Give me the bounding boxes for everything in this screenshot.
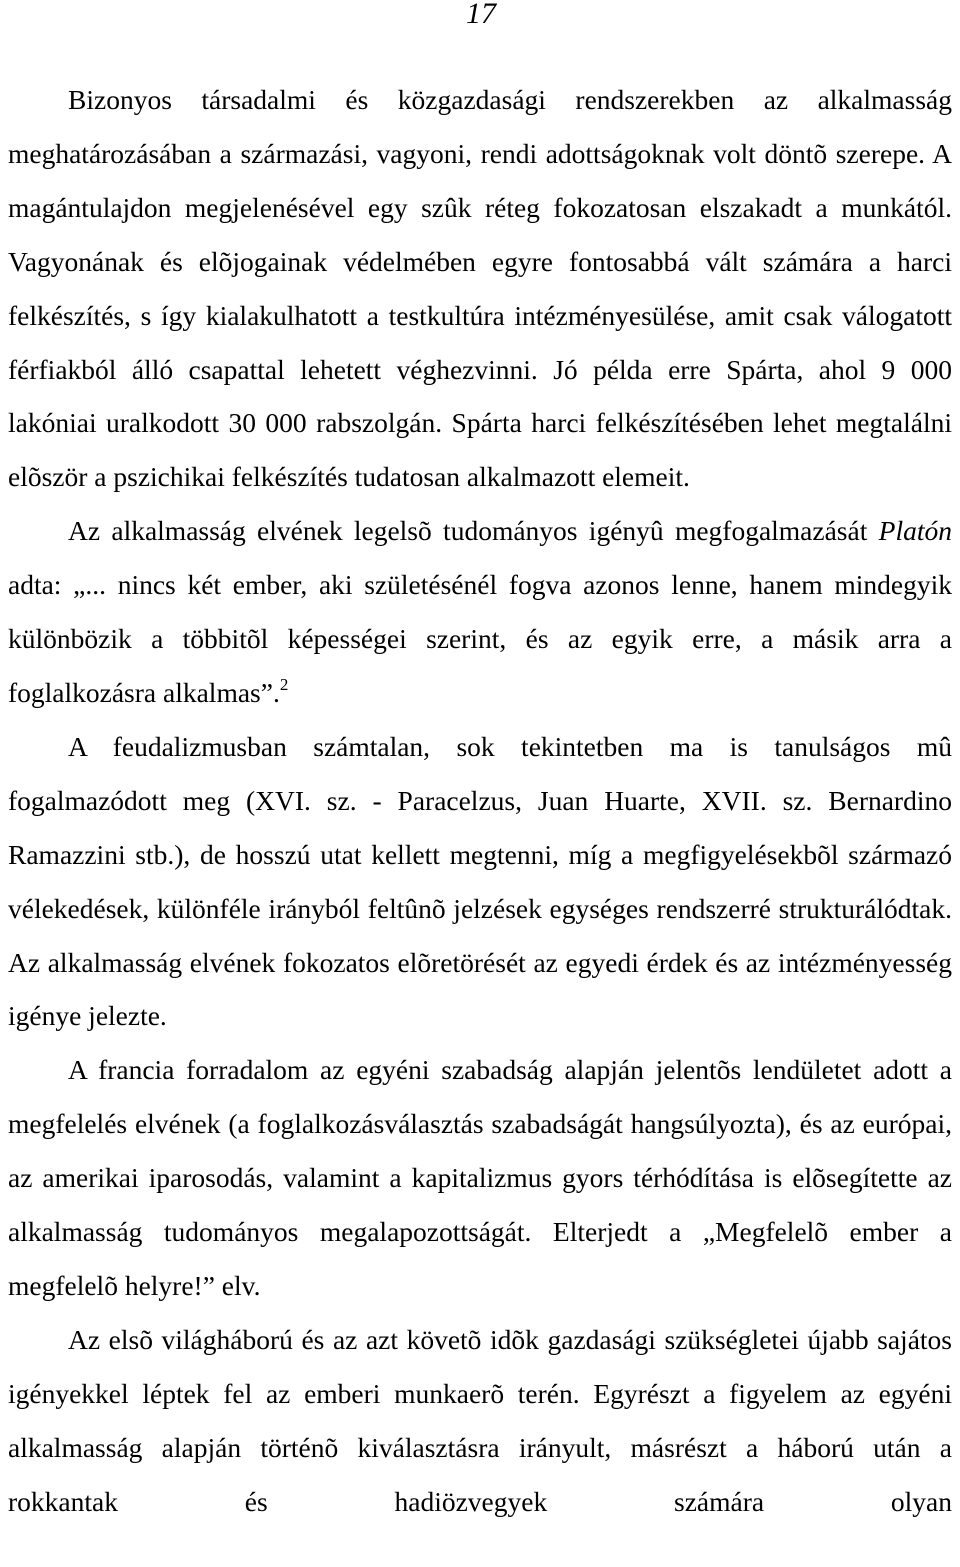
- body-text: [8, 73, 952, 1528]
- paragraph: Bizonyos társadalmi és közgazdasági rendszerekben az alkalmasság meghatározásában a származási, vagyoni, rendi adottságoknak volt döntõ szerepe. A magántulajdon megjelenésével egy szûk réteg fokozatosan elszakadt a munkától. Vagyonának és elõjogainak védelmében egyre fontosabbá vált számára a harci felkészítés, s így kialakulhatott a testkultúra intézményesülése, amit csak válogatott férfiakból álló csapattal lehetett véghezvinni. Jó példa erre Spárta, ahol 9 000 lakóniai uralkodott 30 000 rabszolgán. Spárta harci felkészítésében lehet megtalálni elõször a pszichikai felkészítés tudatosan alkalmazott elemeit.: [8, 84, 952, 493]
- paragraph: Az elsõ világháború és az azt követõ idõk gazdasági szükségletei újabb sajátos igényekkel léptek fel az emberi munkaerõ terén. Egyrészt a figyelem az egyéni alkalmasság alapján történõ kiválasztásra irányult, másrészt a háború után a rokkantak és hadiözvegyek számára olyan: [8, 1323, 952, 1517]
- page-number: 17: [466, 0, 496, 30]
- footnote-ref: 2: [279, 674, 289, 694]
- paragraph: A francia forradalom az egyéni szabadság alapján jelentõs lendületet adott a megfelelés elvének (a foglalkozásválasztás szabadságát hangsúlyozta), és az európai, az amerikai iparosodás, valamint a kapitalizmus gyors térhódítása is elõsegítette az alkalmasság tudományos megalapozottságát. Elterjedt a „Megfelelõ ember a megfelelõ helyre!” elv.: [8, 1054, 952, 1301]
- author-name: Platón: [878, 515, 953, 547]
- paragraph: A feudalizmusban számtalan, sok tekintetben ma is tanulságos mû fogalmazódott meg (XVI. sz. - Paracelzus, Juan Huarte, XVII. sz. Bernardino Ramazzini stb.), de hosszú utat kellett megtenni, míg a megfigyelésekbõl származó vélekedések, különféle irányból feltûnõ jelzések egységes rendszerré strukturálódtak. Az alkalmasság elvének fokozatos elõretörését az egyedi érdek és az intézményesség igénye jelezte.: [8, 730, 952, 1032]
- paragraph-intro: Az alkalmasság elvének legelsõ tudományos igényû megfogalmazását: [68, 515, 868, 547]
- paragraph-quote: [8, 504, 952, 720]
- quote-text: adta: „... nincs két ember, aki születésénél fogva azonos lenne, hanem mindegyik különbözik a többitõl képességei szerint, és az egyik erre, a másik arra a foglalkozásra alkalmas”.: [8, 569, 952, 708]
